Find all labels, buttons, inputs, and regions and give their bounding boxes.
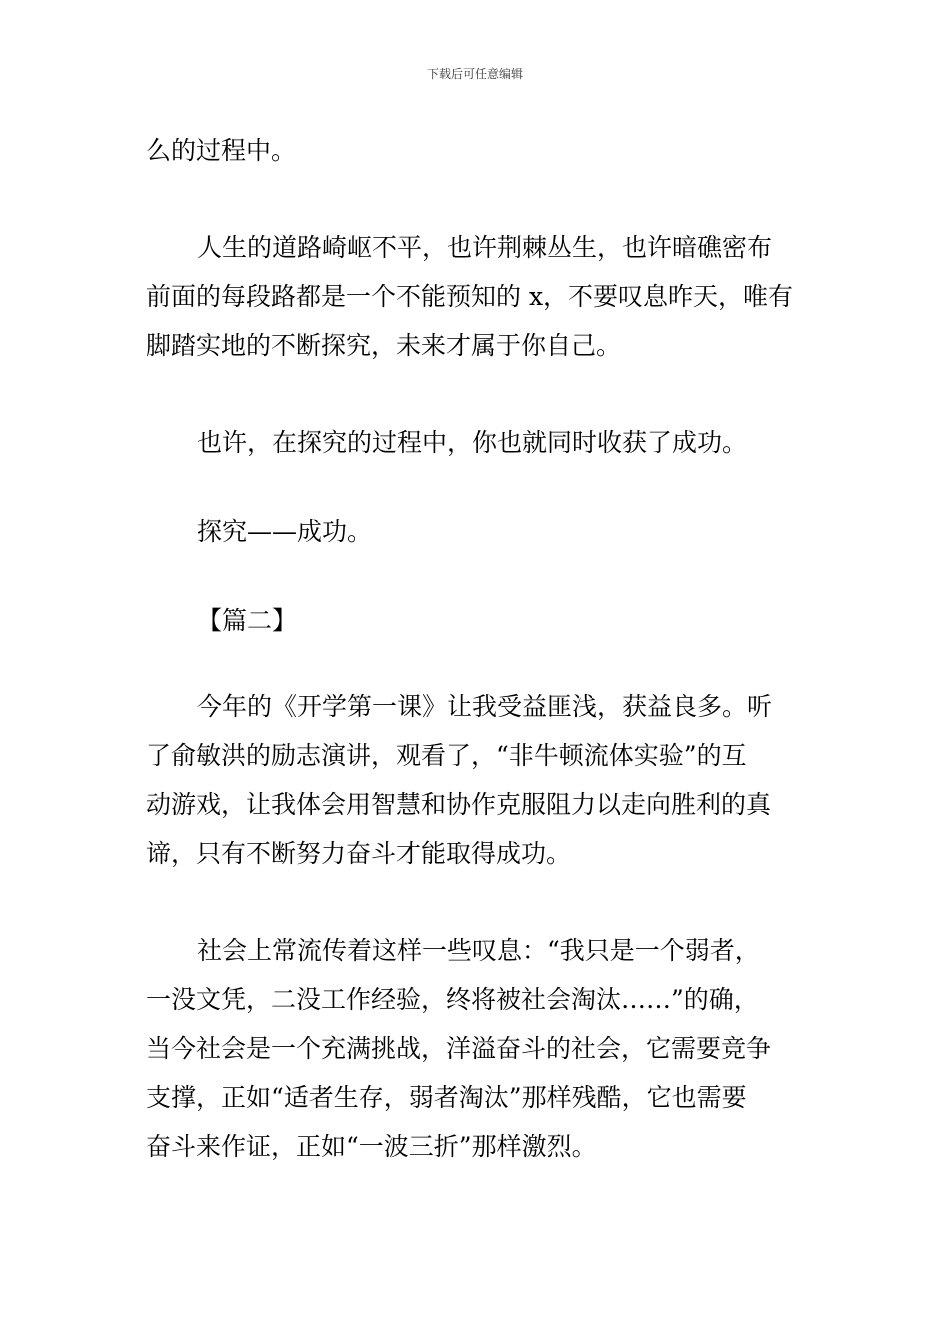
text-line: 前面的每段路都是一个不能预知的 x，不要叹息昨天，唯有: [146, 282, 794, 311]
text-line: 奋斗来作证，正如“一波三折”那样激烈。: [146, 1132, 597, 1161]
page-header: 下载后可任意编辑: [426, 67, 523, 81]
text-line: 么的过程中。: [146, 136, 297, 165]
text-line: 一没文凭，二没工作经验，终将被社会淘汰……”的确，: [146, 985, 759, 1014]
section-heading: [146, 596, 806, 645]
paragraph-first-lesson: [146, 682, 806, 878]
text-line: 社会上常流传着这样一些叹息：“我只是一个弱者，: [197, 936, 760, 965]
text-line: 动游戏，让我体会用智慧和协作克服阻力以走向胜利的真: [146, 790, 772, 819]
text-line: 今年的《开学第一课》让我受益匪浅，获益良多。听: [197, 692, 773, 721]
text-line: 了俞敏洪的励志演讲，观看了，“非牛顿流体实验”的互: [146, 741, 747, 770]
paragraph-life-road: [146, 223, 806, 370]
text-line: 人生的道路崎岖不平，也许荆棘丛生，也许暗礁密布: [197, 233, 773, 262]
text-line: 【篇二】: [197, 606, 298, 635]
text-line: 支撑，正如“适者生存，弱者淘汰”那样残酷，它也需要: [146, 1083, 747, 1112]
document-body: [146, 126, 806, 1171]
text-line: 探究——成功。: [197, 517, 373, 546]
paragraph-explore-success: [146, 507, 806, 556]
paragraph-society: [146, 926, 806, 1171]
paragraph-continuation: [146, 126, 806, 175]
text-line: 也许，在探究的过程中，你也就同时收获了成功。: [197, 428, 748, 457]
text-line: 谛，只有不断努力奋斗才能取得成功。: [146, 839, 572, 868]
text-line: 当今社会是一个充满挑战，洋溢奋斗的社会，它需要竞争: [146, 1034, 772, 1063]
text-line: 脚踏实地的不断探究，未来才属于你自己。: [146, 331, 622, 360]
paragraph-perhaps-success: [146, 418, 806, 467]
